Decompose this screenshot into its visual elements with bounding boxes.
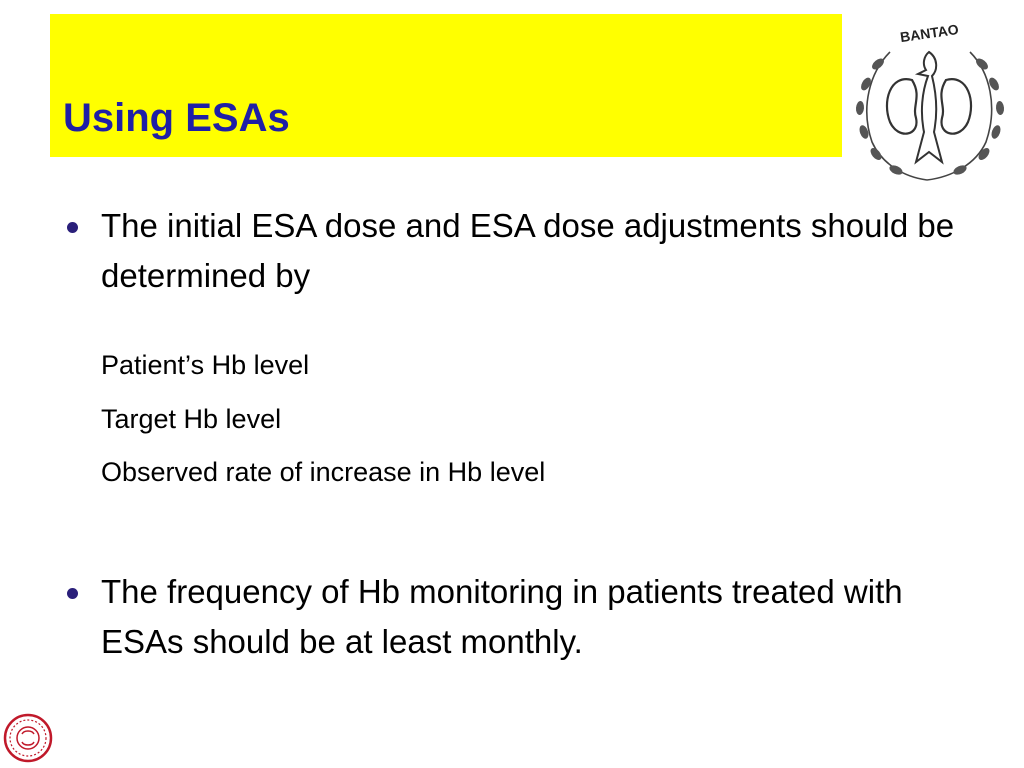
seal-icon xyxy=(2,712,54,764)
bullet-point xyxy=(67,222,78,233)
slide-title: Using ESAs xyxy=(63,96,290,140)
sub-item: Patient’s Hb level xyxy=(101,350,310,380)
sub-item: Target Hb level xyxy=(101,404,282,434)
sub-item: Observed rate of increase in Hb level xyxy=(101,457,546,487)
logo-text: BANTAO xyxy=(899,21,960,46)
bullet-text: The initial ESA dose and ESA dose adjustments should be determined by xyxy=(101,207,955,294)
bullet-point xyxy=(67,588,78,599)
bantao-logo xyxy=(842,12,1012,192)
bullet-text: The frequency of Hb monitoring in patients treated with ESAs should be at least monthly. xyxy=(101,573,903,660)
